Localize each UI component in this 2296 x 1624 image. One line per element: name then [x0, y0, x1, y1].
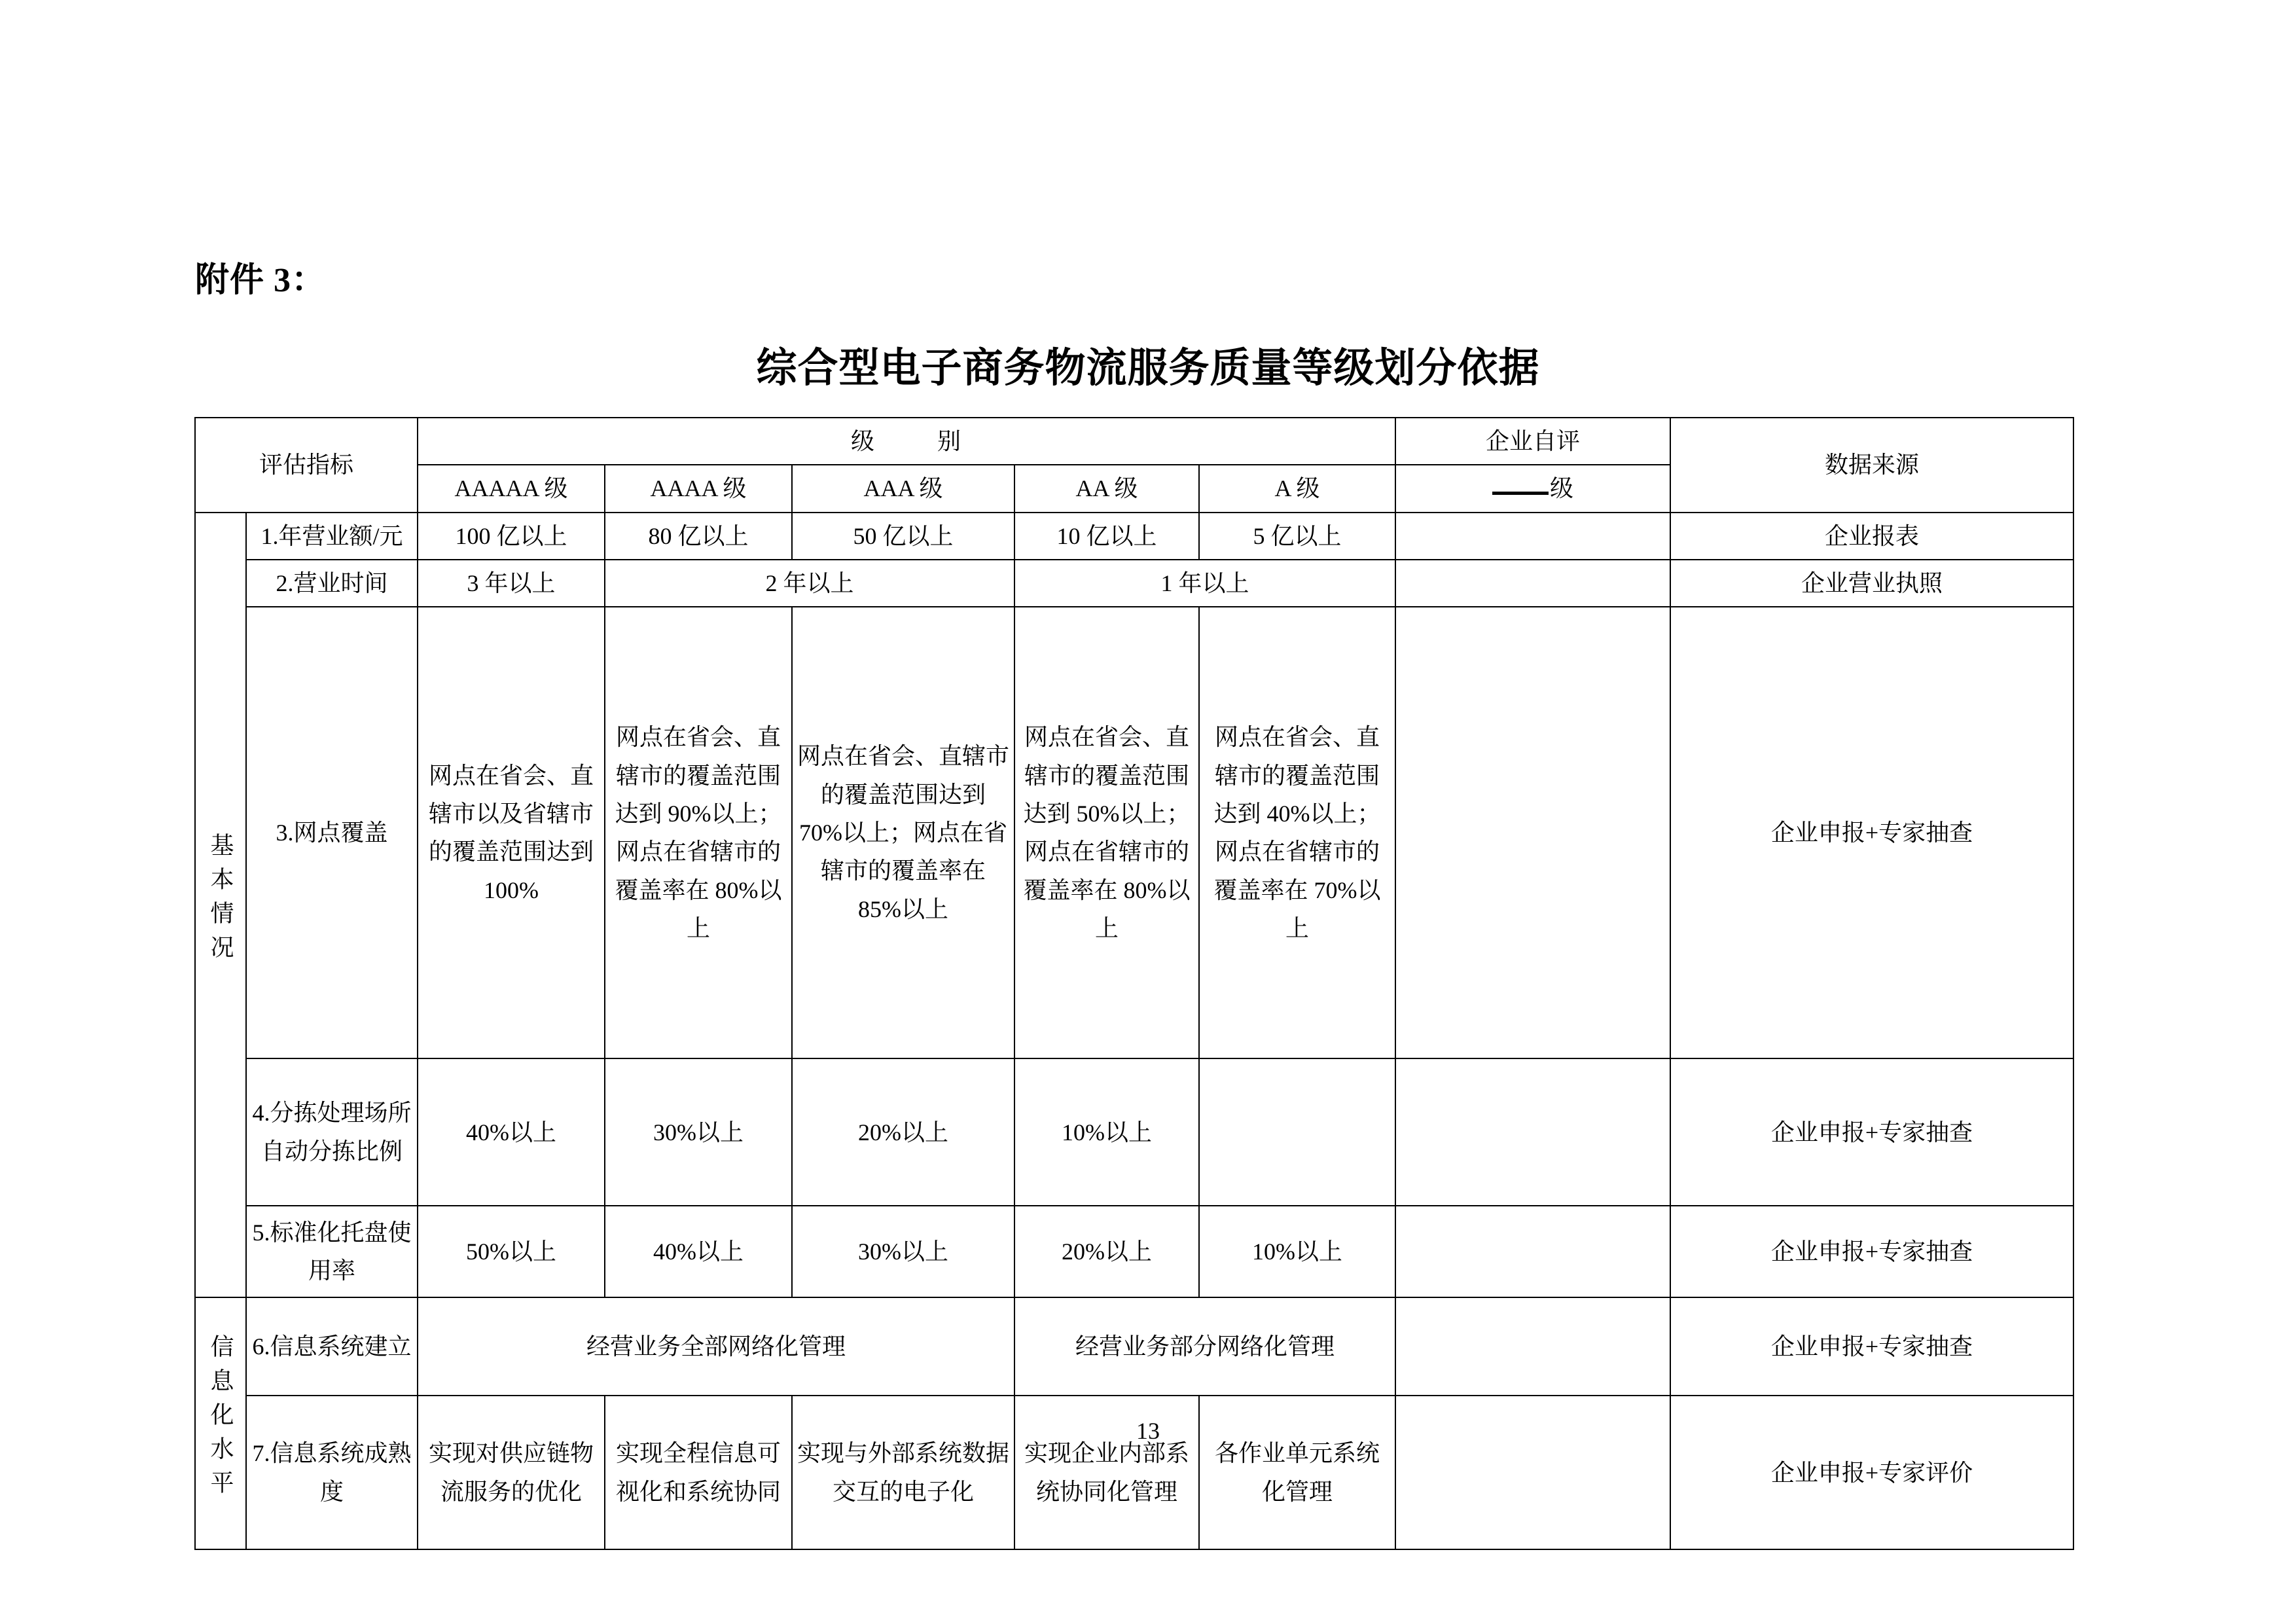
self-eval-suffix: 级 — [1550, 475, 1574, 502]
row-indicator-1: 1.年营业额/元 — [246, 513, 418, 560]
row-group-basic-info — [195, 513, 246, 1298]
cell-r7-data-source: 企业申报+专家评价 — [1670, 1396, 2073, 1549]
attachment-label: 附件 3： — [195, 262, 327, 299]
header-grade-aa: AA 级 — [1014, 465, 1199, 512]
row-indicator-3: 3.网点覆盖 — [246, 607, 418, 1058]
cell-r3-aaa: 网点在省会、直辖市的覆盖范围达到 70%以上；网点在省辖市的覆盖率在 85%以上 — [792, 607, 1014, 1058]
table-row — [195, 1058, 2073, 1206]
cell-r3-self-eval[interactable] — [1395, 607, 1670, 1058]
cell-r5-data-source: 企业申报+专家抽查 — [1670, 1206, 2073, 1297]
header-self-eval: 企业自评 — [1395, 418, 1670, 465]
cell-r6-self-eval[interactable] — [1395, 1297, 1670, 1396]
cell-r2-self-eval[interactable] — [1395, 560, 1670, 607]
cell-r4-a — [1199, 1058, 1395, 1206]
cell-r7-aaaaa: 实现对供应链物流服务的优化 — [418, 1396, 605, 1549]
cell-r6-data-source: 企业申报+专家抽查 — [1670, 1297, 2073, 1396]
cell-r3-aaaaa: 网点在省会、直辖市以及省辖市的覆盖范围达到100% — [418, 607, 605, 1058]
row-indicator-2: 2.营业时间 — [246, 560, 418, 607]
cell-r7-aa: 实现企业内部系统协同化管理 — [1014, 1396, 1199, 1549]
header-self-eval-input[interactable] — [1395, 465, 1670, 512]
table-row — [195, 1297, 2073, 1396]
row-indicator-5: 5.标准化托盘使用率 — [246, 1206, 418, 1297]
cell-r2-aaaa-aaa: 2 年以上 — [605, 560, 1014, 607]
cell-r7-aaaa: 实现全程信息可视化和系统协同 — [605, 1396, 792, 1549]
row-indicator-7: 7.信息系统成熟度 — [246, 1396, 418, 1549]
cell-r5-a: 10%以上 — [1199, 1206, 1395, 1297]
cell-r2-aa-a: 1 年以上 — [1014, 560, 1395, 607]
self-eval-blank-line[interactable] — [1492, 469, 1573, 507]
cell-r4-aaaaa: 40%以上 — [418, 1058, 605, 1206]
cell-r4-aaa: 20%以上 — [792, 1058, 1014, 1206]
cell-r1-a: 5 亿以上 — [1199, 513, 1395, 560]
grade-criteria-table — [194, 417, 2074, 1550]
table-row — [195, 1206, 2073, 1297]
cell-r1-aaaaa: 100 亿以上 — [418, 513, 605, 560]
cell-r1-aa: 10 亿以上 — [1014, 513, 1199, 560]
cell-r5-aaaaa: 50%以上 — [418, 1206, 605, 1297]
cell-r5-aaa: 30%以上 — [792, 1206, 1014, 1297]
cell-r3-data-source: 企业申报+专家抽查 — [1670, 607, 2073, 1058]
row-group-informatization-label: 信息化水平 — [207, 1334, 234, 1505]
header-grade-group-label: 级 别 — [851, 428, 981, 454]
self-eval-underline[interactable] — [1492, 492, 1549, 495]
header-data-source: 数据来源 — [1670, 418, 2073, 513]
cell-r3-aaaa: 网点在省会、直辖市的覆盖范围达到 90%以上；网点在省辖市的覆盖率在 80%以上 — [605, 607, 792, 1058]
table-row — [195, 560, 2073, 607]
row-group-basic-info-label: 基本情况 — [207, 832, 234, 969]
cell-r3-a: 网点在省会、直辖市的覆盖范围达到 40%以上；网点在省辖市的覆盖率在 70%以上 — [1199, 607, 1395, 1058]
row-indicator-6: 6.信息系统建立 — [246, 1297, 418, 1396]
header-grade-aaa: AAA 级 — [792, 465, 1014, 512]
cell-r3-aa: 网点在省会、直辖市的覆盖范围达到 50%以上；网点在省辖市的覆盖率在 80%以上 — [1014, 607, 1199, 1058]
header-grade-aaaaa: AAAAA 级 — [418, 465, 605, 512]
table-row — [195, 513, 2073, 560]
cell-r5-self-eval[interactable] — [1395, 1206, 1670, 1297]
cell-r6-aa-a: 经营业务部分网络化管理 — [1014, 1297, 1395, 1396]
cell-r4-aa: 10%以上 — [1014, 1058, 1199, 1206]
header-grade-aaaa: AAAA 级 — [605, 465, 792, 512]
cell-r4-self-eval[interactable] — [1395, 1058, 1670, 1206]
cell-r1-aaaa: 80 亿以上 — [605, 513, 792, 560]
cell-r7-a: 各作业单元系统化管理 — [1199, 1396, 1395, 1549]
cell-r5-aa: 20%以上 — [1014, 1206, 1199, 1297]
cell-r2-data-source: 企业营业执照 — [1670, 560, 2073, 607]
cell-r6-aaaaa-aaa: 经营业务全部网络化管理 — [418, 1297, 1014, 1396]
cell-r1-self-eval[interactable] — [1395, 513, 1670, 560]
header-grade-group — [418, 418, 1395, 465]
cell-r1-aaa: 50 亿以上 — [792, 513, 1014, 560]
cell-r7-aaa: 实现与外部系统数据交互的电子化 — [792, 1396, 1014, 1549]
table-header-row-top — [195, 418, 2073, 465]
cell-r2-aaaaa: 3 年以上 — [418, 560, 605, 607]
header-grade-a: A 级 — [1199, 465, 1395, 512]
cell-r1-data-source: 企业报表 — [1670, 513, 2073, 560]
cell-r4-aaaa: 30%以上 — [605, 1058, 792, 1206]
cell-r4-data-source: 企业申报+专家抽查 — [1670, 1058, 2073, 1206]
grade-table-container — [194, 417, 2073, 1550]
page-title: 综合型电子商务物流服务质量等级划分依据 — [756, 346, 1540, 391]
table-row — [195, 607, 2073, 1058]
page-number: 13 — [1136, 1418, 1160, 1444]
cell-r5-aaaa: 40%以上 — [605, 1206, 792, 1297]
header-indicator: 评估指标 — [195, 418, 418, 513]
row-indicator-4: 4.分拣处理场所自动分拣比例 — [246, 1058, 418, 1206]
